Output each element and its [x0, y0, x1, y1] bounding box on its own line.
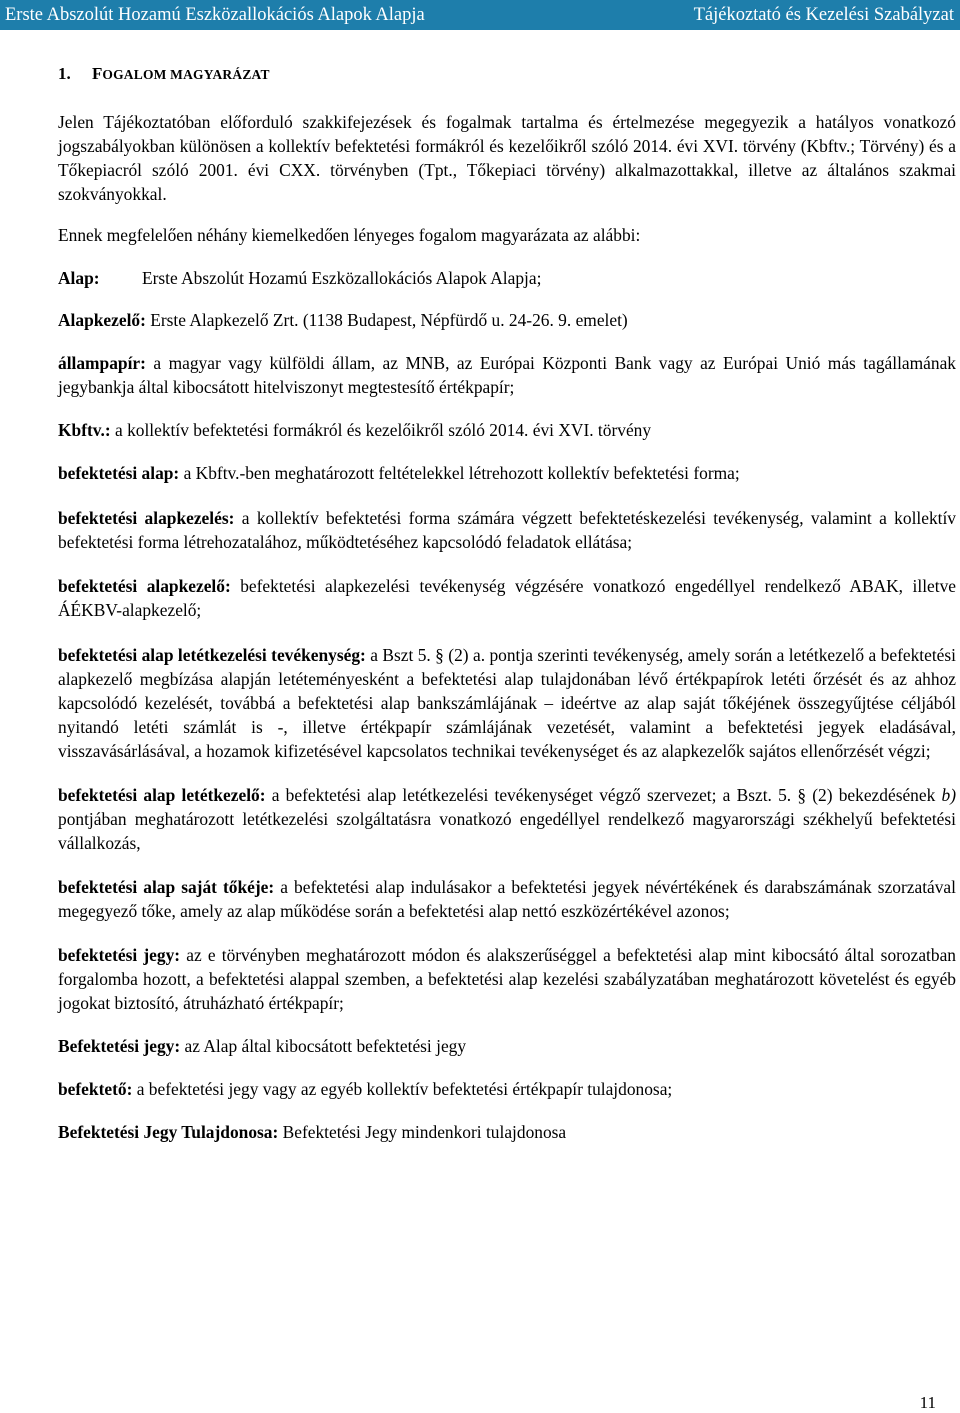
section-title-rest: OGALOM MAGYARÁZAT	[102, 67, 270, 82]
definition-text: a befektetési alap letétkezelési tevékenységet végző szervezet; a Bszt. 5. § (2) bekezdésének	[265, 785, 942, 805]
definition-kbftv	[58, 418, 956, 442]
page-content	[58, 62, 956, 1144]
definition-alapkezelo	[58, 308, 956, 332]
definition-text: a kollektív befektetési forma számára végzett befektetéskezelési tevékenység, valamint a kollektív befektetési forma létrehozatalához, működtetéséhez kapcsolódó feladatok ellátása;	[58, 508, 957, 552]
definition-term: befektetési alap letétkezelő:	[58, 785, 266, 805]
definition-term: befektetési jegy:	[58, 945, 181, 965]
definition-text: Erste Alapkezelő Zrt. (1138 Budapest, Népfürdő u. 24-26. 9. emelet)	[145, 310, 628, 330]
definition-allampapir	[58, 351, 956, 399]
definition-jegy-tulajdonosa	[58, 1120, 956, 1144]
definition-term: Befektetési Jegy Tulajdonosa:	[58, 1122, 279, 1142]
definition-befekteto	[58, 1077, 956, 1101]
definition-text: a magyar vagy külföldi állam, az MNB, az Európai Központi Bank vagy az Európai Unió más tagállamának jegybankja által kibocsátott hitelviszonyt megtestesítő értékpapír;	[58, 353, 956, 397]
page-number: 11	[919, 1393, 936, 1412]
section-title-initial: F	[92, 64, 103, 83]
definition-text: pontjában meghatározott letétkezelési szolgáltatásra vonatkozó engedéllyel rendelkező magyarországi székhelyű befektetési vállalkozás,	[58, 809, 956, 853]
definition-text: az Alap által kibocsátott befektetési jegy	[180, 1036, 467, 1056]
definition-text-italic: b)	[941, 785, 957, 805]
header-document-type: Tájékoztató és Kezelési Szabályzat	[693, 4, 954, 25]
definition-text: Erste Abszolút Hozamú Eszközallokációs Alapok Alapja;	[142, 268, 542, 288]
definition-text: a Kbftv.-ben meghatározott feltételekkel létrehozott kollektív befektetési forma;	[179, 463, 740, 483]
definition-term: befektetési alap letétkezelési tevékenység:	[58, 645, 366, 665]
section-number: 1.	[58, 64, 71, 83]
definition-term: Befektetési jegy:	[58, 1036, 181, 1056]
definition-term: Alap:	[58, 268, 100, 288]
intro-paragraph-2: Ennek megfelelően néhány kiemelkedően lényeges fogalom magyarázata az alábbi:	[58, 225, 641, 245]
definition-befektetesi-jegy-alap	[58, 1034, 956, 1058]
definition-befektetesi-alap	[58, 461, 956, 485]
definition-alap	[58, 266, 956, 290]
definition-term: állampapír:	[58, 353, 146, 373]
definition-text: Befektetési Jegy mindenkori tulajdonosa	[278, 1122, 567, 1142]
header-document-title: Erste Abszolút Hozamú Eszközallokációs Alapok Alapja	[5, 4, 425, 25]
definition-term: befektetési alap saját tőkéje:	[58, 877, 275, 897]
section-title	[58, 62, 956, 86]
definition-term: Kbftv.:	[58, 420, 111, 440]
definition-sajat-toke	[58, 875, 956, 923]
definition-text: a befektetési jegy vagy az egyéb kollektív befektetési értékpapír tulajdonosa;	[132, 1079, 673, 1099]
definition-text: a Bszt 5. § (2) a. pontja szerinti tevékenység, amely során a letétkezelő a befektetési alapkezelő megbízása alapján letéteményesként a befektetési alap tulajdonában lévő értékpapírok letéti őrzését és az ahhoz kapcsolódó kezelését, továbbá a befektetési alap bankszámlájának – ideértve az alap saját tőkéjének összegyűjtése céljából nyitandó letéti számlát is -, illetve értékpapír számlájának vezetését, valamint a befektetési jegyek eladásával, visszavásárlásával, a hozamok kifizetésével kapcsolatos technikai tevékenységet és az alapkezelők sajátos ellenőrzését végzi;	[58, 645, 956, 761]
definition-befektetesi-alapkezelo	[58, 574, 956, 622]
definition-befektetesi-jegy	[58, 943, 956, 1015]
definition-text: a befektetési alap indulásakor a befektetési jegyek névértékének és darabszámának szorzatával megegyező tőke, amely az alap működése során a befektetési alap nettó eszközértékével azonos;	[58, 877, 956, 921]
definition-letetkezelesi-tevekenyseg	[58, 643, 956, 763]
definition-letetkezelo	[58, 783, 956, 855]
definition-text: befektetési alapkezelési tevékenység végzésére vonatkozó engedéllyel rendelkező ABAK, illetve ÁÉKBV-alapkezelő;	[58, 576, 956, 620]
definition-term: befektetési alap:	[58, 463, 180, 483]
definition-text: a kollektív befektetési formákról és kezelőikről szóló 2014. évi XVI. törvény	[110, 420, 652, 440]
definition-term: befektető:	[58, 1079, 133, 1099]
definition-term: befektetési alapkezelés:	[58, 508, 235, 528]
definition-term: befektetési alapkezelő:	[58, 576, 231, 596]
page-header	[0, 0, 960, 30]
definition-befektetesi-alapkezeles	[58, 506, 956, 554]
definition-text: az e törvényben meghatározott módon és alakszerűséggel a befektetési alap mint kibocsátó által sorozatban forgalomba hozott, a befektetési alappal szemben, a befektetési alap kezelési szabályzatában meghatározott követelést és egyéb jogokat biztosító, átruházható értékpapír;	[58, 945, 957, 1013]
definition-term: Alapkezelő:	[58, 310, 146, 330]
intro-paragraph: Jelen Tájékoztatóban előforduló szakkifejezések és fogalmak tartalma és értelmezése megegyezik a hatályos vonatkozó jogszabályokban különösen a kollektív befektetési formákról és kezelőikről szóló 2014. évi XVI. törvény (Kbftv.; Törvény) és a Tőkepiacról szóló 2001. évi CXX. törvényben (Tpt., Tőkepiaci törvény) alkalmazottakkal, illetve az általános szakmai szokványokkal.	[58, 112, 956, 204]
